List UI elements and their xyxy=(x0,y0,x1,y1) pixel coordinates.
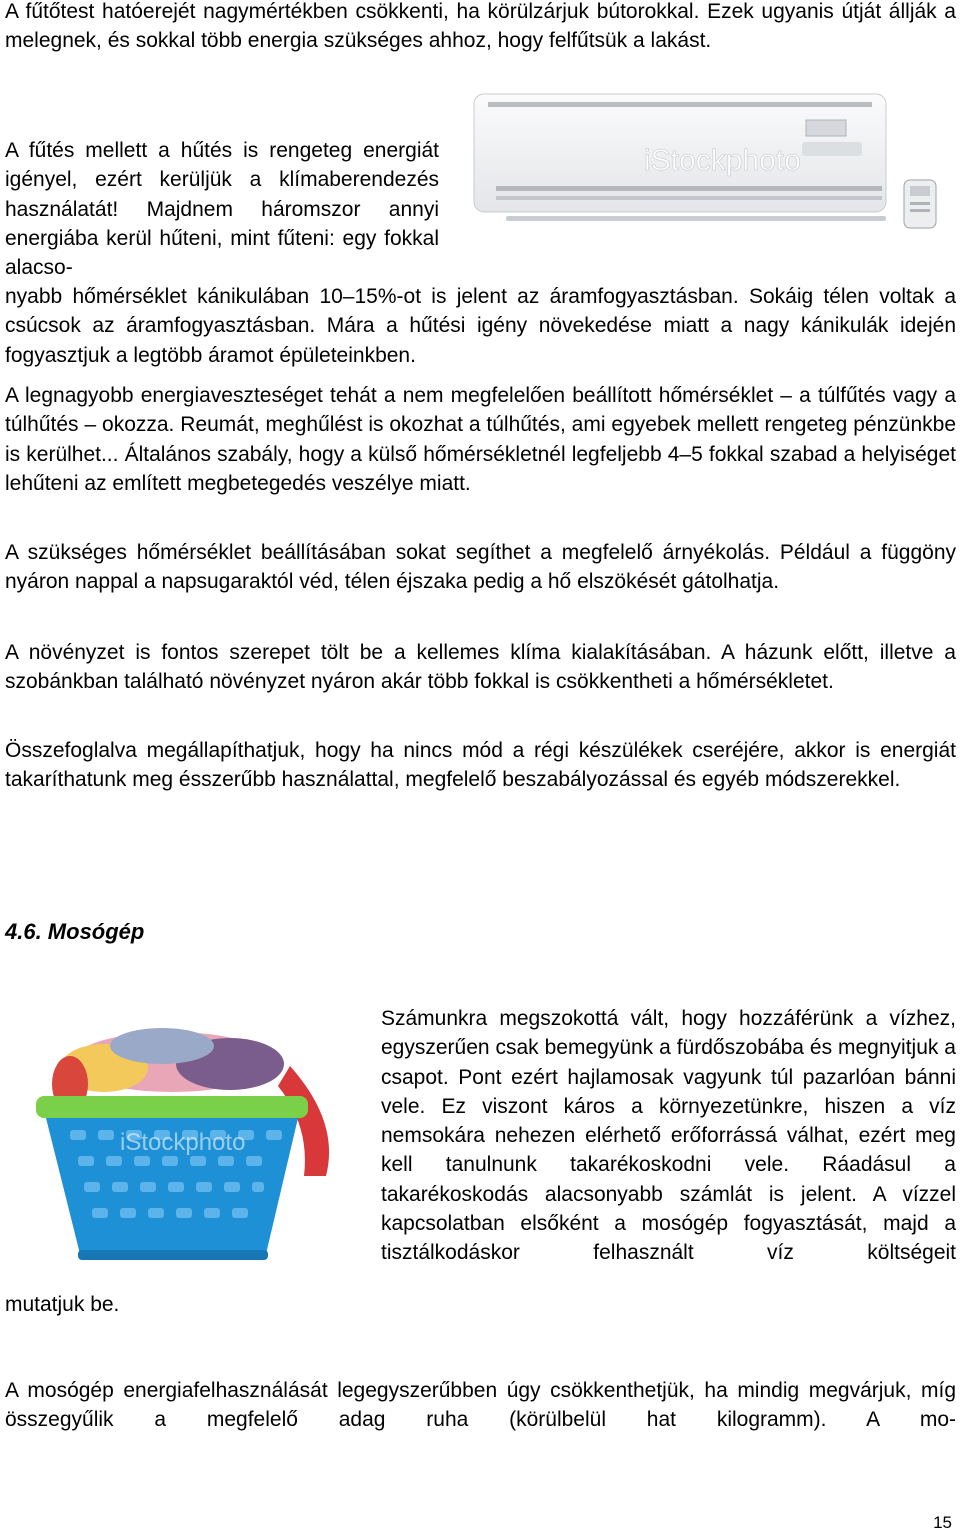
ac-watermark: iStockphoto xyxy=(644,144,801,177)
cooling-paragraph-part-2: nyabb hőmérséklet kánikulában 10–15%-ot is jelent az áramfogyasztásban. Sokáig télen voltak a csúcsok az áramfogyasztásban. Mára a hűtési igény növekedése miatt a nagy kánikulák idején fogyasztjuk a legtöbb áramot épületeinkben. xyxy=(5,285,956,367)
section-heading: 4.6. Mosógép xyxy=(5,919,145,944)
laundry-basket-icon xyxy=(22,1026,358,1274)
washing-machine-paragraph: A mosógép energiafelhasználását legegyszerűbben úgy csökkenthetjük, ha mindig megvárjuk, míg összegyűlik a megfelelő adag ruha (körülbelül hat kilogramm). A mo- xyxy=(5,1379,956,1432)
air-conditioner-image xyxy=(466,90,958,262)
plants-paragraph: A növényzet is fontos szerepet tölt be a kellemes klíma kialakításában. A házunk előtt, illetve a szobánkban található növényzet nyáron akár több fokkal is csökkentheti a hőmérsékletet. xyxy=(5,641,956,694)
energy-loss-paragraph: A legnagyobb energiaveszteséget tehát a nem megfelelően beállított hőmérséklet – a túlfűtés vagy a túlhűtés – okozza. Reumát, meghűlést is okozhat a túlhűtés, ami egyebek mellett rengeteg pénzünkbe is kerülhet... Általános szabály, hogy a külső hőmérsékletnél legfeljebb 4–5 fokkal szabad a helyiséget lehűteni az említett megbetegedés veszélye miatt. xyxy=(5,384,956,495)
page-number: 15 xyxy=(933,1513,952,1532)
intro-paragraph: A fűtőtest hatóerejét nagymértékben csökkenti, ha körülzárjuk bútorokkal. Ezek ugyanis útját állják a melegnek, és sokkal több energia szükséges ahhoz, hogy felfűtsük a lakást. xyxy=(5,0,956,53)
water-saving-paragraph: Számunkra megszokottá vált, hogy hozzáférünk a vízhez, egyszerűen csak bemegyünk a fürdőszobába és megnyitjuk a csapot. Pont ezért hajlamosak vagyunk túl pazarlóan bánni vele. Ez viszont káros a környezetünkre, hiszen a víz nemsokára nehezen elérhető erőforrássá válhat, ezért meg kell tanulnunk takarékoskodni vele. Ráadásul a takarékoskodás alacsonyabb számlát is jelent. A vízzel kapcsolatban elsőként a mosógép fogyasztását, majd a tisztálkodáskor felhasznált víz költségeit xyxy=(381,1007,956,1265)
summary-paragraph: Összefoglalva megállapíthatjuk, hogy ha nincs mód a régi készülékek cseréjére, akkor is energiát takaríthatunk meg ésszerűbb használattal, megfelelő beszabályozással és egyéb módszerekkel. xyxy=(5,739,956,792)
shading-paragraph: A szükséges hőmérséklet beállításában sokat segíthet a megfelelő árnyékolás. Például a függöny nyáron nappal a napsugaraktól véd, télen éjszaka pedig a hő elszökését gátolhatja. xyxy=(5,541,956,594)
water-saving-paragraph-end: mutatjuk be. xyxy=(5,1293,120,1316)
air-conditioner-icon xyxy=(466,90,958,262)
laundry-basket-image xyxy=(22,1026,358,1274)
cooling-paragraph-part-1: A fűtés mellett a hűtés is rengeteg energiát igényel, ezért kerüljük a klímaberendezés használatát! Majdnem háromszor annyi energiába kerül hűteni, mint fűteni: egy fokkal alacso- xyxy=(5,139,439,280)
basket-watermark: iStockphoto xyxy=(120,1129,246,1156)
